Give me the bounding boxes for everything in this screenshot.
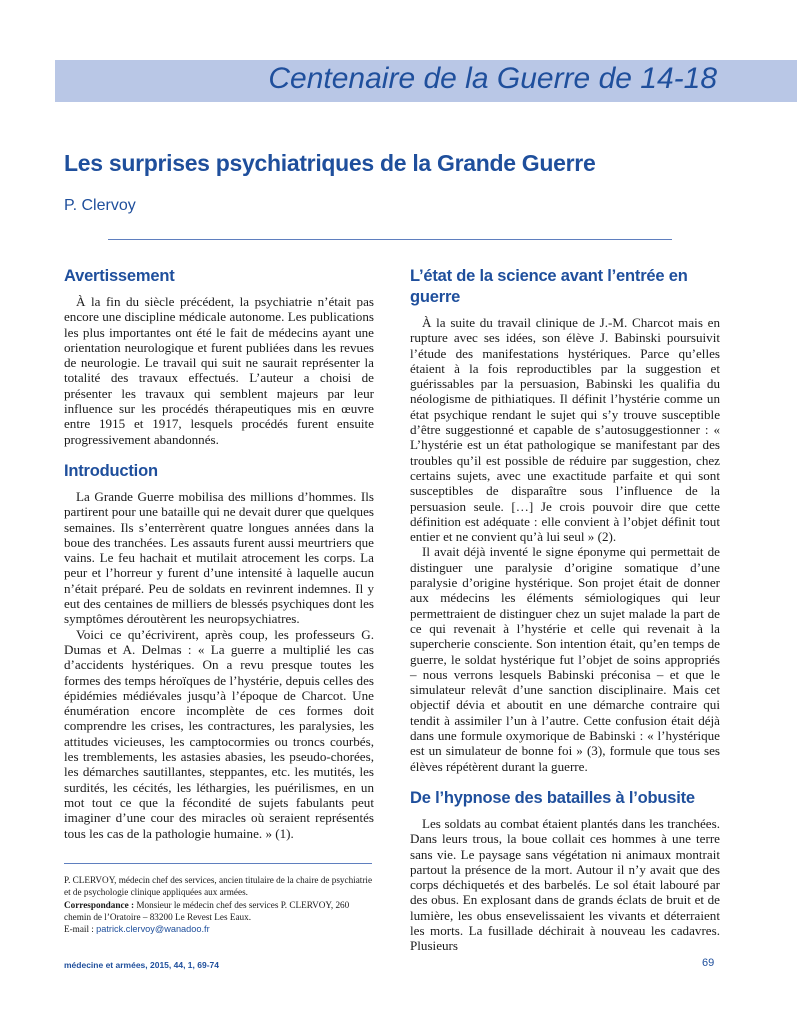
- paragraph: La Grande Guerre mobilisa des millions d’hommes. Ils partirent pour une bataille qui ne devait durer que quelques semaines. Ils s’enterrèrent quatre longues années dans la boue des tranchées. Les assauts furent aussi meurtriers que vains. Le feu hachait et mutilait atrocement les corps. La peur et l’horreur y furent d’une intensité à laquelle aucun n’était préparé. Peu de soldats en revinrent indemnes. Il y eut des centaines de milliers de blessés psychiques dont les symptômes déroutèrent les neuropsychiatres.: [64, 488, 374, 627]
- paragraph: Il avait déjà inventé le signe éponyme qui permettait de distinguer une paralysie d’origine somatique d’une paralysie d’origine hystérique. Son projet était de donner aux médecins les éléments sémiologiques qui leur permettraient de distinguer chez un sujet malade la part de ce qui revenait à l’hystérie et celle qui revenait à la supercherie consciente. Son intention était, qu’en temps de guerre, le soldat hystérique fut l’objet de soins appropriés – nous verrons lesquels Babinski préconisa – et que le simulateur relevât d’une sanction disciplinaire. Mais cet objectif dévia et aboutit en une démarche contraire qui tendit à assimiler l’un à l’autre. Cette confusion était déjà dans une formule oxymorique de Babinski : « l’hystérique est un simulateur de bonne foi » (3), formule que tous ses élèves répétèrent durant la guerre.: [410, 544, 720, 774]
- paragraph: À la suite du travail clinique de J.-M. Charcot mais en rupture avec ses idées, son élève J. Babinski poursuivit l’étude des manifestations hystériques. Parce qu’elles étaient à la fois reproductibles par la suggestion et guérissables par la persuasion, Babinski les qualifia du néologisme de pithiatiques. Il définit l’hystérie comme un état psychique rendant le sujet qui s’y trouve susceptible d’être suggestionné et capable de s’autosuggestionner : « L’hystérie est un état pathologique se manifestant par des troubles qu’il est possible de réduire par suggestion, chez certains sujets, avec une exactitude parfaite et qui sont susceptibles de disparaître sous l’influence de la persuasion seule. […] Je crois pouvoir dire que cette définition est adéquate : elle convient à l’objet définit tout entier et ne convient qu’à lui seul » (2).: [410, 315, 720, 545]
- title-divider: [108, 239, 672, 240]
- banner-title: Centenaire de la Guerre de 14-18: [268, 62, 717, 95]
- article-author: P. Clervoy: [64, 197, 136, 214]
- footnote-affiliation: P. CLERVOY, médecin chef des services, ancien titulaire de la chaire de psychiatrie et de psychologie clinique appliquées aux armées.: [64, 875, 373, 898]
- heading-introduction: Introduction: [64, 461, 158, 480]
- footnote-correspondance: [64, 899, 376, 924]
- right-column: [410, 266, 720, 954]
- correspondance-label: Correspondance :: [64, 899, 135, 910]
- heading-avertissement: Avertissement: [64, 267, 175, 285]
- footnote-email: [64, 923, 376, 935]
- paragraph: Les soldats au combat étaient plantés dans les tranchées. Dans leurs trous, la boue collait ces hommes à une terre sans vie. Le paysage sans végétation ni animaux montrait partout la présence de la mort. Autour il n’y avait que des corps déchiquetés et des barbelés. Le sol était labouré par des obus. En explosant dans de grands éclats de bruit et de lumière, les obus ensevelissaient les vivants et déterraient les morts. La fusillade déchirait à nouveau les cadavres. Plusieurs: [410, 815, 720, 954]
- footnote-divider: [64, 863, 372, 864]
- page-number: 69: [702, 957, 715, 969]
- heading-hypnose: De l’hypnose des batailles à l’obusite: [410, 788, 695, 807]
- paragraph: À la fin du siècle précédent, la psychiatrie n’était pas encore une discipline médicale autonome. Les publications les plus importantes ont été le fait de médecins ayant une orientation neurologique et furent publiées dans les revues de neurologie. Le travail qui suit ne saurait représenter la totalité des travaux effectués. L’auteur a choisi de présenter les travaux qui semblent majeurs par leur influence sur les procédés thérapeutiques mis en œuvre entre 1915 et 1917, lesquels procédés furent ensuite progressivement abandonnés.: [64, 294, 374, 447]
- email-link[interactable]: patrick.clervoy@wanadoo.fr: [96, 924, 210, 935]
- author-footnote: [64, 874, 376, 935]
- email-label: E-mail :: [64, 924, 97, 935]
- correspondance-text: Monsieur le médecin chef des services P. CLERVOY, 260 chemin de l’Oratoire – 83200 Le Revest Les Eaux.: [64, 899, 350, 922]
- heading-etat-science: L’état de la science avant l’entrée en guerre: [410, 267, 688, 306]
- paragraph: Voici ce qu’écrivirent, après coup, les professeurs G. Dumas et A. Delmas : « La guerre a multiplié les cas d’accidents hystériques. On a revu presque toutes les formes des temps héroïques de l’hystérie, depuis celles des épidémies médiévales jusqu’à l’époque de Charcot. Une énumération encore incomplète de ces formes doit comprendre les crises, les contractures, les paralysies, les attitudes vicieuses, les camptocormies ou troncs courbés, les tremblements, les astasies abasies, les pseudo-chorées, les démarches sautillantes, steppantes, etc. les mutités, les surdités, les cécités, les léthargies, les puérilismes, en un mot tout ce que la fécondité de sujets fabulants peut imaginer d’une cour des miracles où seraient représentés tous les cas de la pathologie humaine. » (1).: [64, 626, 374, 841]
- section-banner: [55, 60, 797, 102]
- left-column: [64, 266, 374, 841]
- article-title: Les surprises psychiatriques de la Grande Guerre: [64, 150, 596, 176]
- journal-citation: médecine et armées, 2015, 44, 1, 69-74: [64, 960, 219, 970]
